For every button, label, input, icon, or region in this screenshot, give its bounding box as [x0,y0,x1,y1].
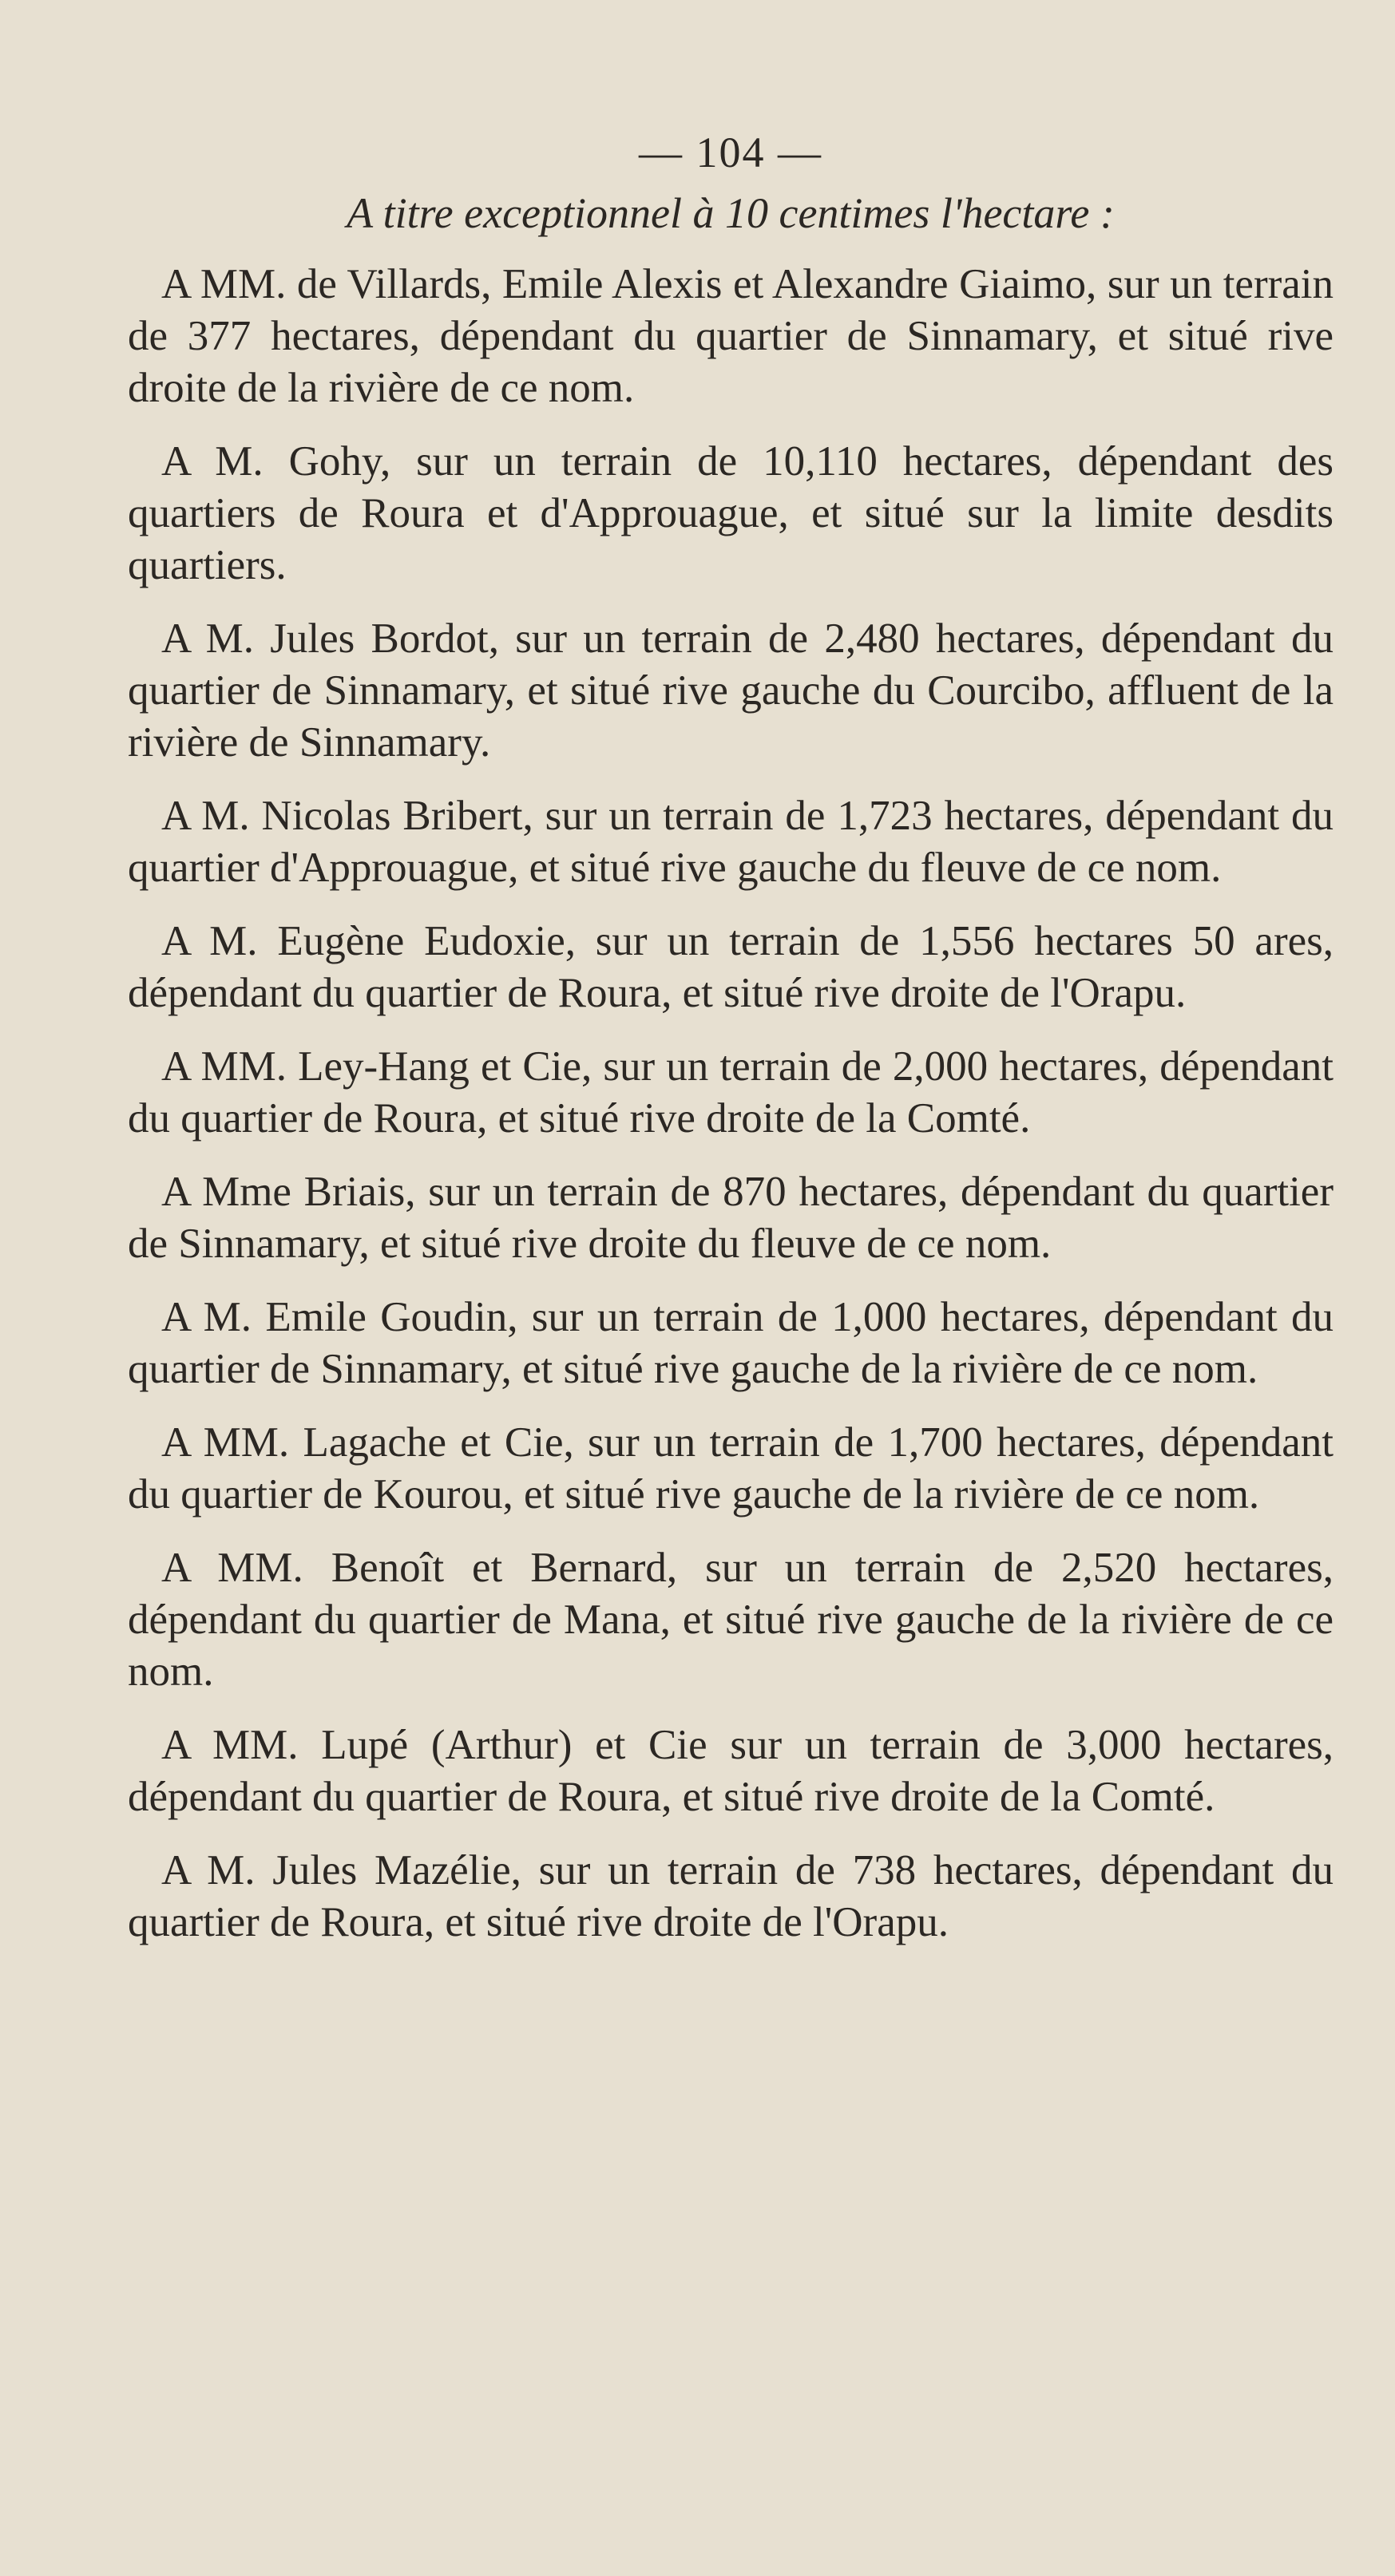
concession-entry: A Mme Briais, sur un terrain de 870 hectares, dépendant du quartier de Sinnamary, et situé rive droite du fleuve de ce nom. [128,1169,1334,1267]
page-number: — 104 — [639,129,822,176]
concession-entry: A M. Eugène Eudoxie, sur un terrain de 1,556 hectares 50 ares, dépendant du quartier de Roura, et situé rive droite de l'Orapu. [128,918,1334,1016]
section-title: A titre exceptionnel à 10 centimes l'hectare : [347,189,1115,237]
concession-entry: A MM. Lagache et Cie, sur un terrain de 1,700 hectares, dépendant du quartier de Kourou, et situé rive gauche de la rivière de ce nom. [128,1419,1334,1518]
concession-entry: A M. Jules Bordot, sur un terrain de 2,480 hectares, dépendant du quartier de Sinnamary, et situé rive gauche du Courcibo, affluent de la rivière de Sinnamary. [128,615,1334,766]
document-page [128,128,1334,1970]
concession-entry: A MM. de Villards, Emile Alexis et Alexandre Giaimo, sur un terrain de 377 hectares, dépendant du quartier de Sinnamary, et situé rive droite de la rivière de ce nom. [128,261,1334,411]
concession-entry: A MM. Benoît et Bernard, sur un terrain de 2,520 hectares, dépendant du quartier de Mana, et situé rive gauche de la rivière de ce nom. [128,1545,1334,1695]
concession-entry: A MM. Ley-Hang et Cie, sur un terrain de 2,000 hectares, dépendant du quartier de Roura, et situé rive droite de la Comté. [128,1043,1334,1142]
concession-entry: A M. Nicolas Bribert, sur un terrain de 1,723 hectares, dépendant du quartier d'Approuague, et situé rive gauche du fleuve de ce nom. [128,793,1334,891]
concession-entry: A M. Gohy, sur un terrain de 10,110 hectares, dépendant des quartiers de Roura et d'Approuague, et situé sur la limite desdits quartiers. [128,438,1334,588]
concession-entry: A M. Emile Goudin, sur un terrain de 1,000 hectares, dépendant du quartier de Sinnamary, et situé rive gauche de la rivière de ce nom. [128,1294,1334,1392]
concession-entry: A MM. Lupé (Arthur) et Cie sur un terrain de 3,000 hectares, dépendant du quartier de Roura, et situé rive droite de la Comté. [128,1722,1334,1820]
concession-list [128,259,1334,1949]
concession-entry: A M. Jules Mazélie, sur un terrain de 738 hectares, dépendant du quartier de Roura, et situé rive droite de l'Orapu. [128,1847,1334,1945]
